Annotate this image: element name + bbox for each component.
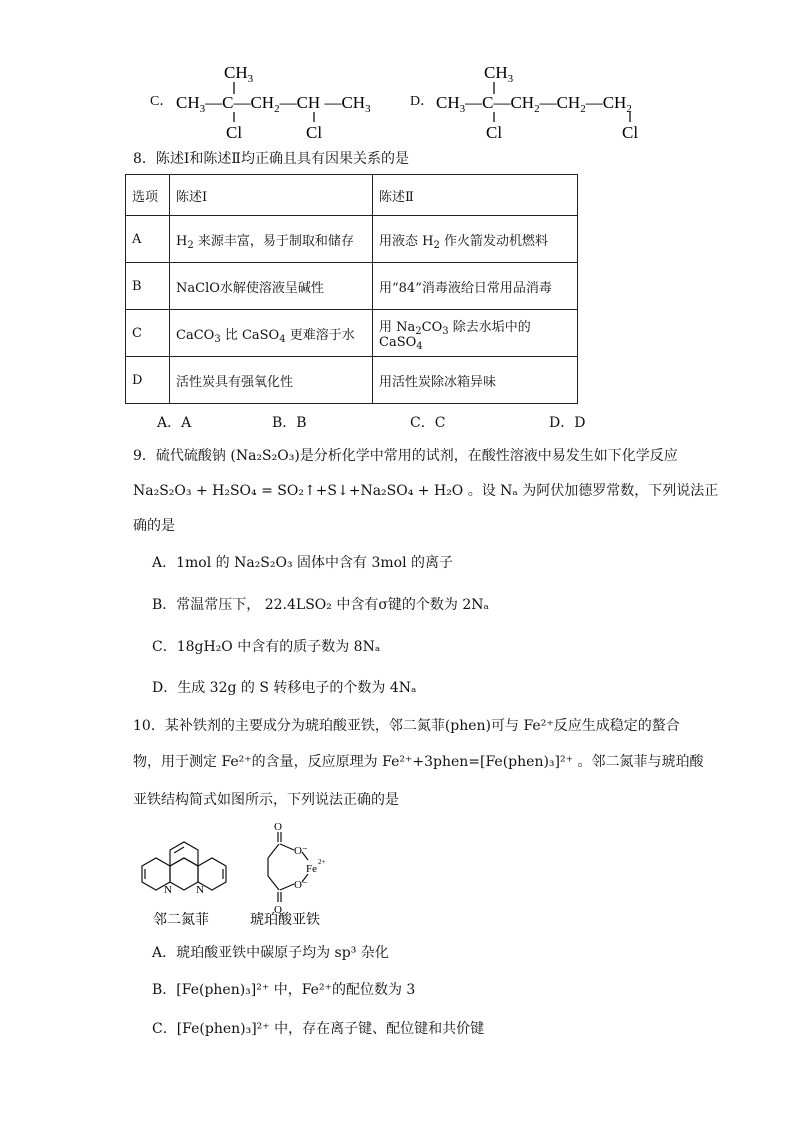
table-row	[126, 357, 578, 404]
q10-option-b: B．[Fe(phen)₃]²⁺ 中，Fe²⁺的配位数为 3	[152, 982, 416, 998]
succ-o-bottom: O	[274, 904, 282, 916]
row-option: B	[126, 263, 170, 310]
succ-o-minus-2: O⁻	[294, 879, 308, 891]
structure-c	[150, 58, 400, 148]
q9-option-d: D．生成 32g 的 S 转移电子的个数为 4Nₐ	[152, 680, 417, 696]
q9-option-c: C．18gH₂O 中含有的质子数为 8Nₐ	[152, 639, 381, 655]
succ-fe: Fe	[306, 863, 317, 875]
succ-fe-charge: 2+	[318, 858, 326, 866]
c-top-methyl: $CH_3$	[224, 63, 254, 85]
q9-line-2: Na₂S₂O₃ + H₂SO₄ = SO₂↑+S↓+Na₂SO₄ + H₂O 。设 Nₐ 为阿伏加德罗常数，下列说法正	[133, 483, 719, 499]
row-option: A	[126, 216, 170, 263]
q10-option-c: C．[Fe(phen)₃]²⁺ 中，存在离子键、配位键和共价键	[152, 1021, 485, 1037]
q9-option-b: B．常温常压下， 22.4LSO₂ 中含有σ键的个数为 2Nₐ	[152, 597, 489, 613]
row-statement-2: 用“84”消毒液给日常用品消毒	[373, 263, 578, 310]
q8-choice-a: A．A	[157, 415, 192, 431]
q9-line-3: 确的是	[133, 518, 175, 534]
d-cl-2: Cl	[622, 123, 639, 142]
d-cl-1: Cl	[486, 123, 503, 142]
row-statement-1: CaCO$_3$ 比 CaSO$_4$ 更难溶于水	[170, 310, 373, 357]
row-statement-2: 用活性炭除冰箱异味	[373, 357, 578, 404]
q10-line-1: 10．某补铁剂的主要成分为琥珀酸亚铁，邻二氮菲(phen)可与 Fe²⁺反应生成稳定的螯合	[133, 718, 680, 734]
option-label-c: C．	[150, 94, 174, 109]
q10-figure	[128, 816, 368, 931]
row-statement-1: $H_2$ 来源丰富，易于制取和储存	[170, 216, 373, 263]
row-statement-2: 用 $Na_2CO_3$ 除去水垢中的 CaSO$_4$	[373, 310, 578, 357]
c-main-chain: $CH_3—C—CH_2—CH$ $—CH_3$	[176, 93, 371, 115]
q8-choice-b: B．B	[272, 415, 307, 431]
table-row	[126, 310, 578, 357]
q8-stem: 8．陈述Ⅰ和陈述Ⅱ均正确且具有因果关系的是	[133, 151, 409, 167]
row-statement-2: 用液态 $H_2$ 作火箭发动机燃料	[373, 216, 578, 263]
q9-option-a: A．1mol 的 Na₂S₂O₃ 固体中含有 3mol 的离子	[152, 555, 454, 571]
succinate-label: 琥珀酸亚铁	[250, 913, 320, 928]
phen-n-2: N	[196, 884, 204, 896]
q10-option-a: A．琥珀酸亚铁中碳原子均为 sp³ 杂化	[152, 945, 389, 961]
row-statement-1: NaClO水解使溶液呈碱性	[170, 263, 373, 310]
q10-line-3: 亚铁结构简式如图所示，下列说法正确的是	[133, 792, 399, 808]
q8-choice-d: D．D	[549, 415, 586, 431]
structure-d-drawing	[434, 58, 670, 148]
phen-structure	[142, 842, 226, 890]
table-header-row	[126, 175, 578, 216]
q9-line-1: 9．硫代硫酸钠 (Na₂S₂O₃)是分析化学中常用的试剂，在酸性溶液中易发生如下化学反应	[133, 448, 678, 464]
table-row	[126, 216, 578, 263]
d-main-chain: $CH_3—C—CH_2—CH_2—CH_2$	[436, 93, 632, 115]
phen-label: 邻二氮菲	[153, 913, 209, 928]
c-cl-2: Cl	[306, 123, 323, 142]
structure-d	[410, 58, 670, 148]
row-statement-1: 活性炭具有强氧化性	[170, 357, 373, 404]
c-cl-1: Cl	[226, 123, 243, 142]
header-statement-1: 陈述Ⅰ	[170, 175, 373, 216]
d-top-methyl: $CH_3$	[484, 63, 514, 85]
succinate-structure	[268, 832, 308, 902]
q10-line-2: 物，用于测定 Fe²⁺的含量，反应原理为 Fe²⁺+3phen=[Fe(phen)₃]²⁺ 。邻二氮菲与琥珀酸	[133, 754, 704, 770]
succ-o-top: O	[274, 821, 282, 833]
row-option: C	[126, 310, 170, 357]
row-option: D	[126, 357, 170, 404]
option-label-d: D．	[410, 94, 435, 109]
header-statement-2: 陈述Ⅱ	[373, 175, 578, 216]
succ-o-minus-1: O⁻	[294, 845, 308, 857]
q8-choice-c: C．C	[410, 415, 446, 431]
structure-c-drawing	[174, 58, 404, 148]
header-option: 选项	[126, 175, 170, 216]
phen-n-1: N	[164, 884, 172, 896]
table-row	[126, 263, 578, 310]
q8-table	[125, 174, 578, 404]
